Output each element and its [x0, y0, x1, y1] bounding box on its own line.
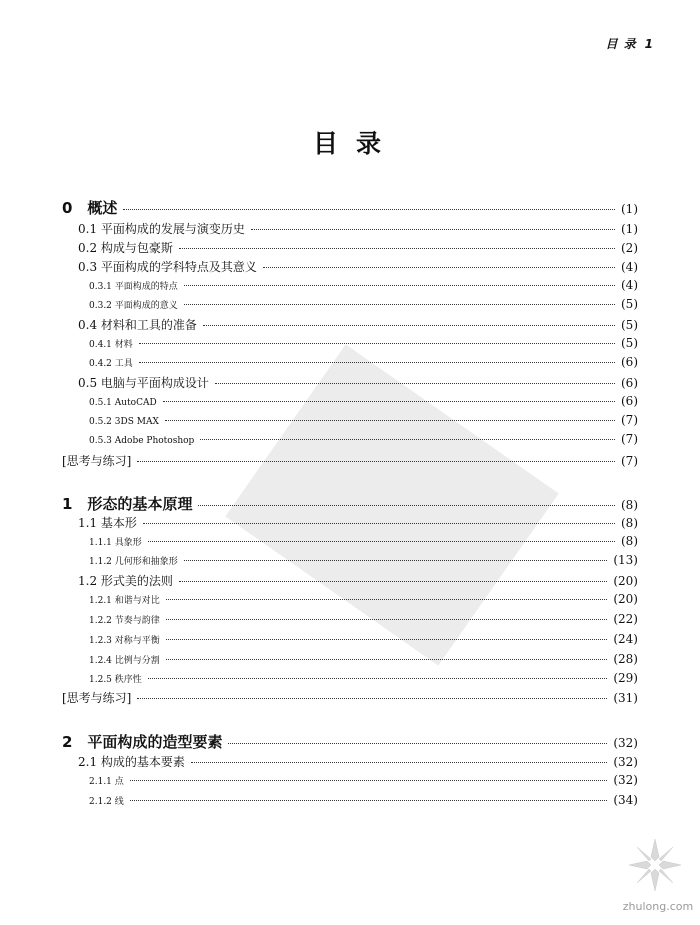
toc-section-0-2	[78, 239, 638, 256]
toc-page: (7)	[621, 454, 638, 468]
toc-subsection-1-2-1	[89, 592, 638, 606]
toc-subsection-0-4-1	[89, 336, 638, 350]
toc-label: 0.3 平面构成的学科特点及其意义	[78, 260, 257, 274]
toc-page: (1)	[621, 202, 638, 216]
toc-page: (4)	[621, 260, 638, 274]
toc-leader	[137, 461, 615, 462]
running-header	[605, 35, 654, 52]
toc-leader	[166, 619, 608, 620]
toc-leader	[215, 383, 615, 384]
toc-leader	[179, 248, 615, 249]
toc-subsection-1-1-1	[89, 534, 638, 548]
toc-label: 0.5.3 Adobe Photoshop	[89, 436, 195, 446]
toc-label: 1.2.1 和谐与对比	[89, 596, 160, 606]
toc-leader	[203, 325, 615, 326]
toc-leader	[191, 762, 607, 763]
toc-label: 0.4 材料和工具的准备	[78, 318, 197, 332]
toc-label: 1.2.4 比例与分割	[89, 656, 160, 666]
toc-exercise-0	[62, 452, 638, 469]
toc-page: (31)	[613, 691, 638, 705]
toc-page: (29)	[613, 671, 638, 685]
toc-leader	[123, 209, 615, 210]
toc-page: (7)	[621, 413, 638, 427]
running-header-section: 目 录	[605, 37, 637, 51]
toc-page: (34)	[613, 793, 638, 807]
toc-label: 1.2.5 秩序性	[89, 675, 142, 685]
toc-leader	[166, 659, 608, 660]
toc-section-0-1	[78, 220, 638, 237]
toc-subsection-0-4-2	[89, 355, 638, 369]
toc-label: 2.1 构成的基本要素	[78, 755, 185, 769]
toc-leader	[198, 505, 615, 506]
toc-leader	[263, 267, 615, 268]
toc-section-0-5	[78, 374, 638, 391]
toc-page: (24)	[613, 632, 638, 646]
toc-label: 1 形态的基本原理	[62, 495, 193, 513]
toc-subsection-0-5-1	[89, 394, 638, 408]
toc-page: (5)	[621, 336, 638, 350]
toc-label: 0.2 构成与包豪斯	[78, 241, 173, 255]
logo-text: zhulong.com	[622, 900, 694, 913]
toc-leader	[166, 639, 608, 640]
toc-section-0-3	[78, 258, 638, 275]
toc-page: (6)	[621, 355, 638, 369]
toc-label: 0.4.1 材料	[89, 340, 133, 350]
toc-leader	[184, 285, 615, 286]
toc-label: 0.5.2 3DS MAX	[89, 417, 159, 427]
toc-page: (6)	[621, 394, 638, 408]
toc-subsection-1-1-2	[89, 553, 638, 567]
toc-page: (7)	[621, 432, 638, 446]
toc-chapter-0	[62, 197, 638, 218]
toc-page: (5)	[621, 318, 638, 332]
toc-subsection-1-2-3	[89, 632, 638, 646]
page-title-char-1: 目	[312, 129, 344, 158]
running-header-page-number: 1	[644, 37, 654, 51]
toc-subsection-2-1-2	[89, 793, 638, 807]
toc-label: 1.2 形式美的法则	[78, 574, 173, 588]
toc-leader	[179, 581, 607, 582]
page-title	[0, 124, 700, 160]
toc-page: (5)	[621, 297, 638, 311]
toc-section-1-2	[78, 572, 638, 589]
toc-leader	[165, 420, 615, 421]
toc-page: (8)	[621, 516, 638, 530]
toc-page: (8)	[621, 534, 638, 548]
toc-label: [思考与练习]	[62, 454, 132, 468]
toc-subsection-1-2-2	[89, 612, 638, 626]
toc-page: (20)	[613, 592, 638, 606]
toc-page: (32)	[613, 736, 638, 750]
toc-label: 1.2.2 节奏与韵律	[89, 616, 160, 626]
toc-leader	[143, 523, 615, 524]
toc-subsection-0-3-2	[89, 297, 638, 311]
toc-section-2-1	[78, 753, 638, 770]
toc-label: 0.3.1 平面构成的特点	[89, 282, 178, 292]
toc-page: (8)	[621, 498, 638, 512]
toc-section-0-4	[78, 316, 638, 333]
toc-page: (1)	[621, 222, 638, 236]
toc-leader	[148, 678, 608, 679]
toc-label: 2.1.1 点	[89, 777, 124, 787]
toc-subsection-1-2-4	[89, 652, 638, 666]
toc-label: 0.4.2 工具	[89, 359, 133, 369]
toc-label: 0 概述	[62, 199, 118, 217]
toc-subsection-0-5-3	[89, 432, 638, 446]
toc-subsection-2-1-1	[89, 773, 638, 787]
toc-label: 0.3.2 平面构成的意义	[89, 301, 178, 311]
toc-label: 0.1 平面构成的发展与演变历史	[78, 222, 245, 236]
toc-subsection-1-2-5	[89, 671, 638, 685]
toc-leader	[184, 304, 615, 305]
toc-leader	[130, 800, 608, 801]
toc-label: 0.5 电脑与平面构成设计	[78, 376, 209, 390]
toc-label: 1.1.2 几何形和抽象形	[89, 557, 178, 567]
toc-label: 2.1.2 线	[89, 797, 124, 807]
toc-label: 1.1.1 具象形	[89, 538, 142, 548]
toc-page: (6)	[621, 376, 638, 390]
toc-leader	[200, 439, 615, 440]
toc-page: (32)	[613, 755, 638, 769]
toc-label: 1.2.3 对称与平衡	[89, 636, 160, 646]
toc-page: (13)	[613, 553, 638, 567]
toc-leader	[166, 599, 608, 600]
page-title-char-2: 录	[356, 129, 388, 158]
toc-leader	[137, 698, 607, 699]
toc-leader	[184, 560, 608, 561]
toc-page: (32)	[613, 773, 638, 787]
toc-label: 2 平面构成的造型要素	[62, 733, 223, 751]
toc-leader	[251, 229, 615, 230]
toc-page: (2)	[621, 241, 638, 255]
toc-label: 1.1 基本形	[78, 516, 137, 530]
toc-page: (28)	[613, 652, 638, 666]
toc-page: (4)	[621, 278, 638, 292]
toc-subsection-0-3-1	[89, 278, 638, 292]
toc-page: (20)	[613, 574, 638, 588]
toc-page: (22)	[613, 612, 638, 626]
toc-section-1-1	[78, 514, 638, 531]
toc-leader	[130, 780, 608, 781]
toc-exercise-1	[62, 689, 638, 706]
toc-subsection-0-5-2	[89, 413, 638, 427]
toc-leader	[139, 343, 615, 344]
toc-chapter-1	[62, 493, 638, 514]
toc-leader	[163, 401, 615, 402]
zhulong-logo-icon	[625, 835, 685, 895]
toc-leader	[228, 743, 607, 744]
toc-leader	[148, 541, 615, 542]
toc-label: [思考与练习]	[62, 691, 132, 705]
toc-chapter-2	[62, 731, 638, 752]
toc-leader	[139, 362, 615, 363]
toc-label: 0.5.1 AutoCAD	[89, 398, 157, 408]
